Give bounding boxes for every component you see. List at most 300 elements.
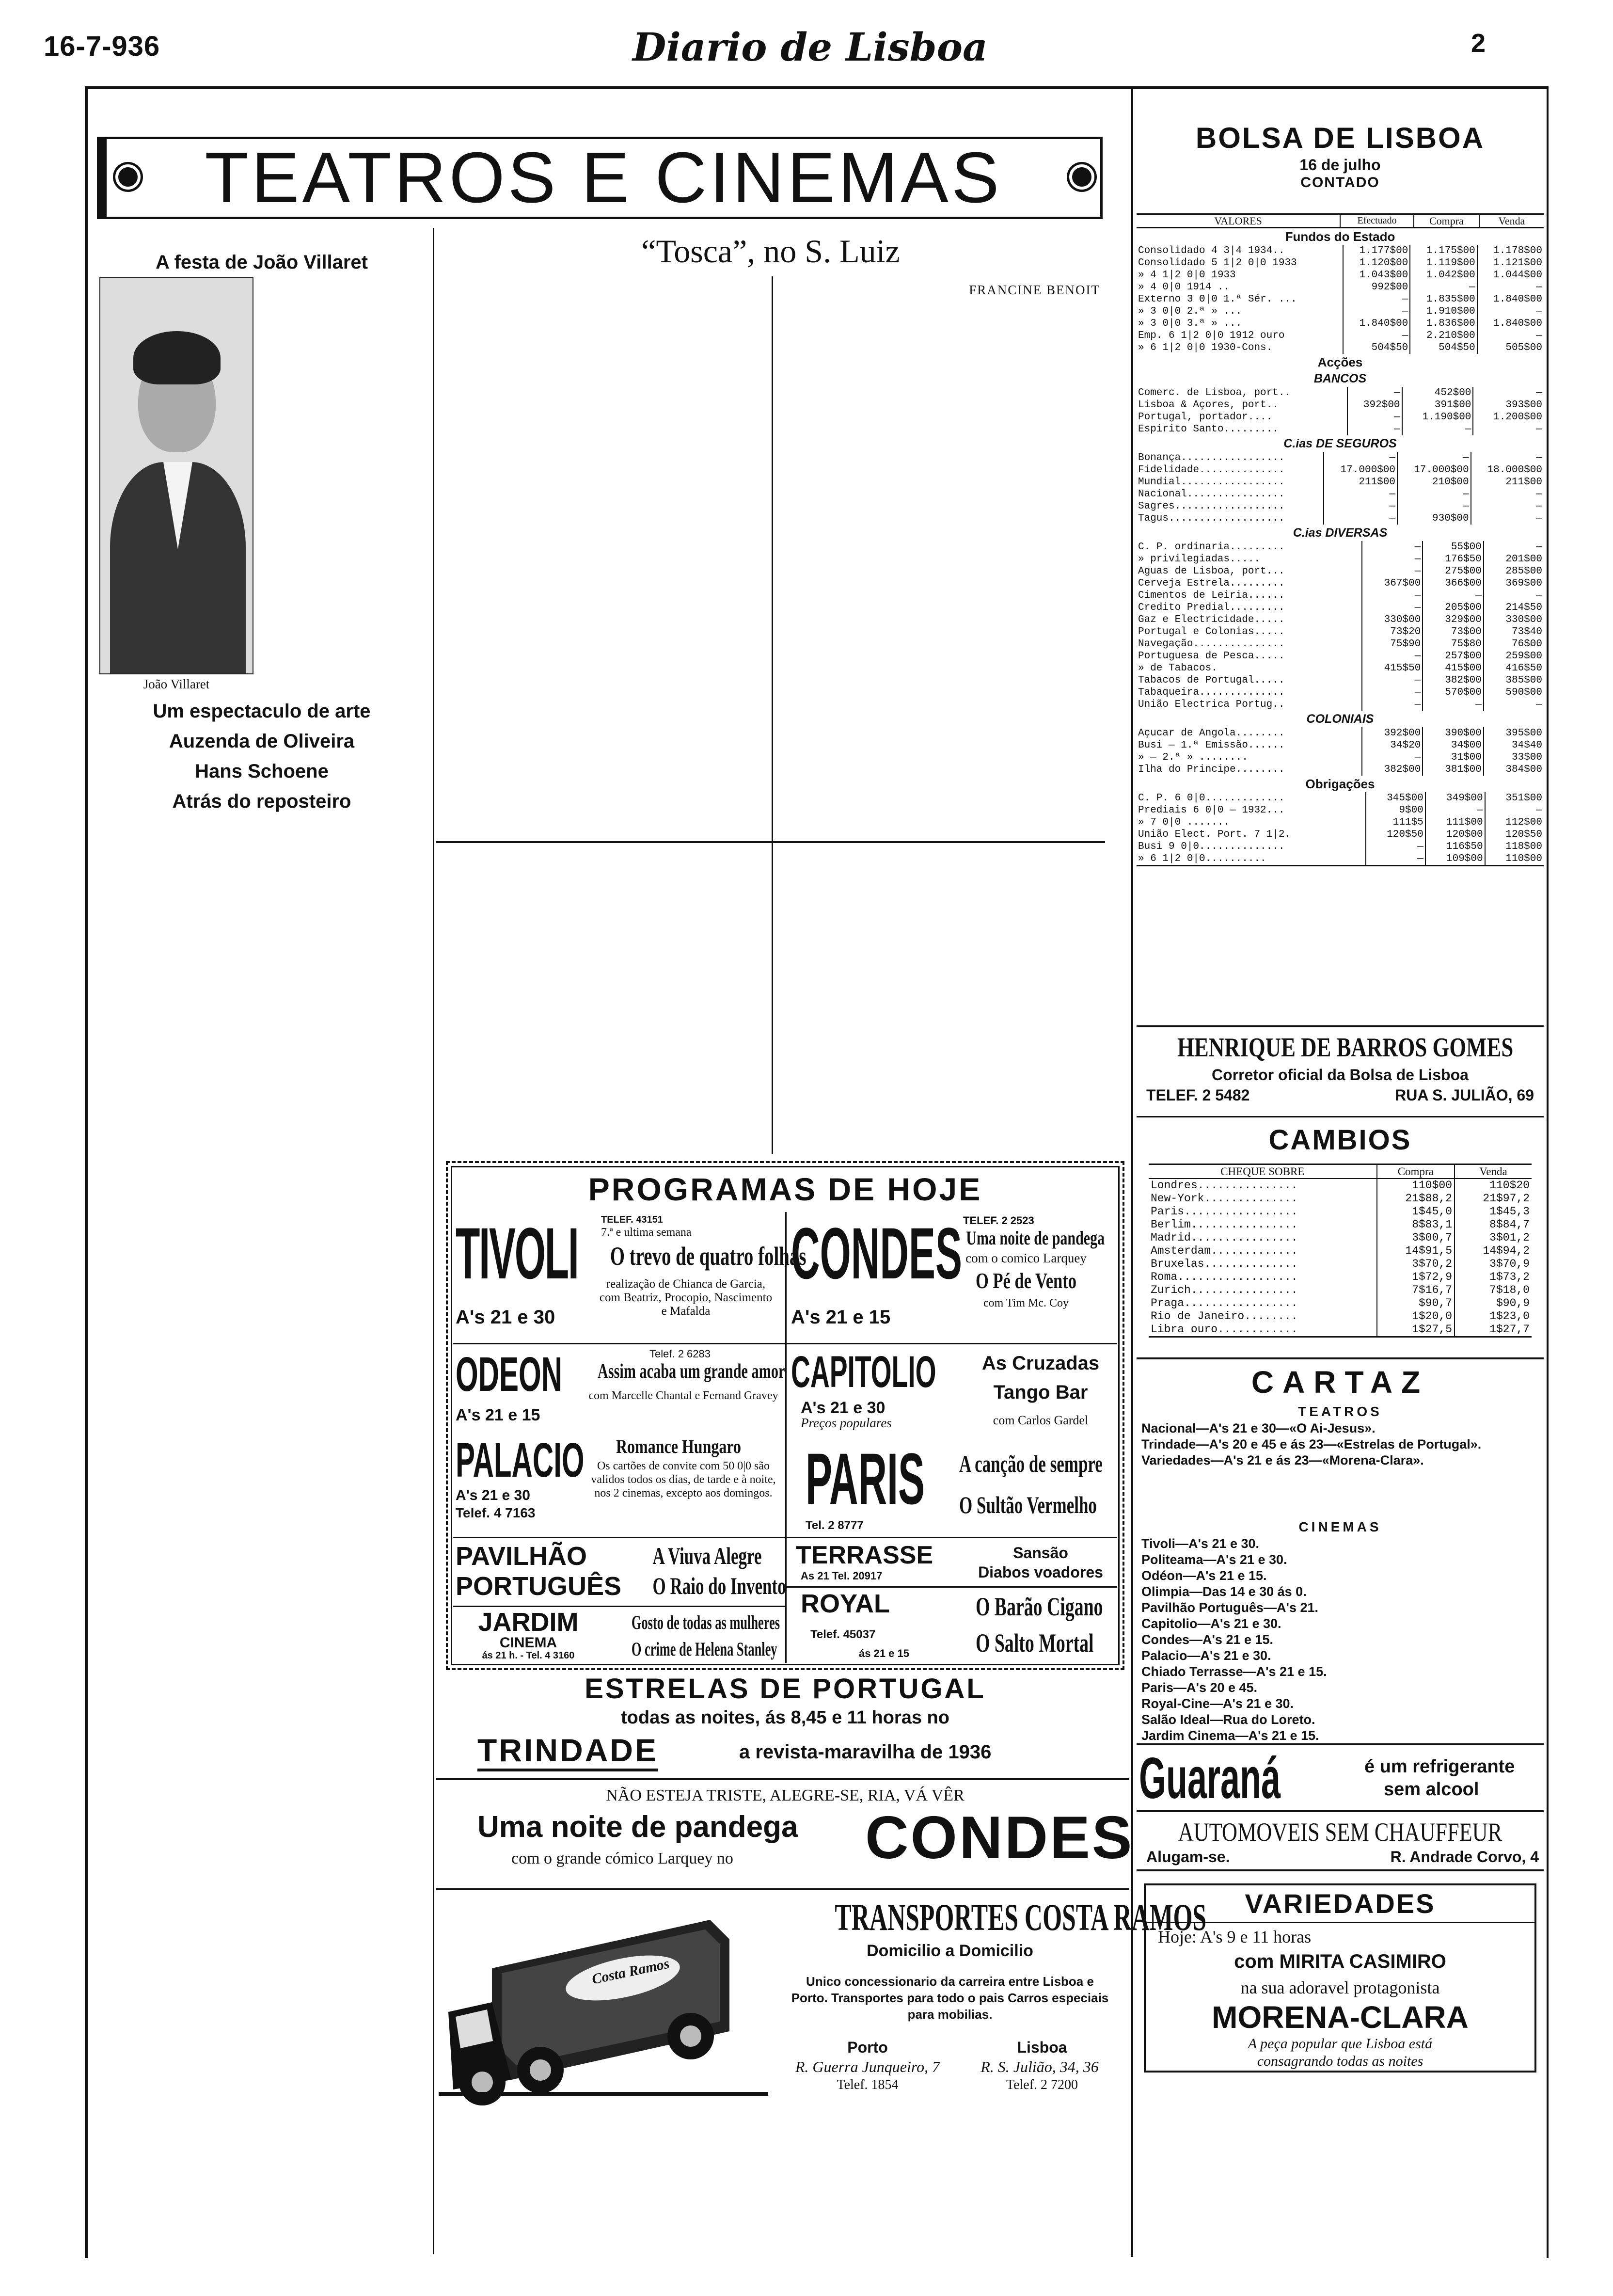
bolsa-price: — (1362, 699, 1423, 711)
pavilhao-name2: PORTUGUÊS (456, 1572, 622, 1601)
teatros-banner (97, 137, 1103, 219)
bolsa-price: 349$00 (1425, 792, 1485, 804)
capitolio-film1: As Cruzadas (981, 1353, 1100, 1374)
bolsa-security-name: Aguas de Lisboa, port... (1138, 566, 1285, 577)
bolsa-price: 504$50 (1343, 342, 1410, 354)
odeon-block[interactable] (456, 1347, 785, 1430)
palacio-time: A's 21 e 30 (456, 1487, 530, 1503)
condes-name: CONDES (791, 1212, 962, 1294)
atras-title: Atrás do reposteiro (172, 791, 351, 812)
bolsa-row (1137, 342, 1544, 354)
bolsa-price: 1.840$00 (1343, 318, 1410, 330)
divider (1146, 1922, 1534, 1923)
bolsa-price: 34$40 (1484, 739, 1544, 751)
bolsa-price: — (1471, 488, 1544, 500)
bolsa-price: — (1362, 553, 1423, 565)
cartaz-cinemas (1141, 1536, 1539, 1744)
royal-film1: O Barão Cigano (976, 1592, 1103, 1621)
bolsa-price: 330$00 (1362, 614, 1423, 626)
condes-with2: com Tim Mc. Coy (983, 1297, 1069, 1309)
jardim-sub: CINEMA (499, 1635, 557, 1651)
bolsa-price: — (1484, 541, 1544, 553)
bolsa-security-name: União Elect. Port. 7 1|2. (1138, 829, 1291, 840)
cartaz-cinema-entry: Politeama—A's 21 e 30. (1141, 1552, 1287, 1567)
terrasse-tel: As 21 Tel. 20917 (801, 1570, 883, 1582)
currency-name: Paris................. (1151, 1205, 1298, 1218)
variedades-title: VARIEDADES (1245, 1888, 1436, 1919)
divider (1131, 87, 1133, 2257)
bolsa-security-name: » 4 0|0 1914 .. (1138, 282, 1230, 293)
bolsa-price: 452$00 (1402, 387, 1473, 399)
bolsa-price: — (1347, 387, 1402, 399)
paris-tel: Tel. 2 8777 (806, 1519, 864, 1532)
bolsa-price: 1.910$00 (1410, 305, 1477, 318)
masthead: Diario de Lisboa (633, 24, 988, 70)
cambios-row (1149, 1179, 1532, 1192)
terrasse-name: TERRASSE (796, 1541, 933, 1569)
royal-name: ROYAL (801, 1589, 890, 1618)
bolsa-price: — (1477, 281, 1544, 293)
bolsa-row (1137, 577, 1544, 590)
bolsa-price: 930$00 (1397, 512, 1471, 525)
barros-sub: Corretor oficial da Bolsa de Lisboa (1212, 1066, 1469, 1084)
terrasse-block[interactable] (791, 1542, 1116, 1585)
cartaz-cinema-entry: Condes—A's 21 e 15. (1141, 1632, 1274, 1647)
bolsa-price: 391$00 (1402, 399, 1473, 411)
guarana-box[interactable] (1137, 1746, 1544, 1812)
bolsa-security-name: Cimentos de Leiria...... (1138, 590, 1285, 601)
bolsa-section-title: Obrigações (1305, 777, 1375, 791)
bolsa-security-name: Tabaqueira.............. (1138, 687, 1285, 698)
bolsa-security-name: » — 2.ª » ........ (1138, 752, 1248, 763)
bolsa-body (1137, 228, 1544, 865)
bolsa-price: — (1347, 411, 1402, 423)
bolsa-price: 55$00 (1423, 541, 1484, 553)
tivoli-name: TIVOLI (456, 1212, 578, 1294)
bolsa-security-name: » 3 0|0 3.ª » ... (1138, 318, 1242, 329)
condes-block[interactable] (791, 1214, 1116, 1340)
bolsa-price: — (1362, 650, 1423, 662)
condes-time: A's 21 e 15 (791, 1307, 891, 1328)
villaret-title: A festa de João Villaret (156, 252, 368, 273)
lisboa-tel: Telef. 2 7200 (1006, 2077, 1078, 2092)
banner-dot-right (1069, 164, 1094, 190)
bolsa-section-title: BANCOS (1313, 372, 1367, 385)
bolsa-price: 76$00 (1484, 638, 1544, 650)
currency-name: Berlim................ (1151, 1218, 1298, 1231)
cartaz-cinema-entry: Pavilhão Português—A's 21. (1141, 1600, 1319, 1615)
bolsa-title: BOLSA DE LISBOA (1195, 122, 1485, 154)
exchange-rate: 21$97,2 (1455, 1192, 1532, 1205)
tosca-col1 (441, 279, 763, 841)
exchange-rate: 110$20 (1455, 1179, 1532, 1192)
bolsa-row (1137, 792, 1544, 804)
bolsa-header: Compra (1414, 215, 1479, 228)
bolsa-price: 415$00 (1423, 662, 1484, 674)
cambios-row (1149, 1297, 1532, 1310)
bolsa-security-name: Busi 9 0|0.............. (1138, 841, 1285, 852)
bolsa-price: — (1477, 305, 1544, 318)
bolsa-row (1137, 476, 1544, 488)
cartaz-cinema-entry: Chiado Terrasse—A's 21 e 15. (1141, 1664, 1327, 1679)
palacio-block[interactable] (456, 1435, 780, 1532)
porto-addr: R. Guerra Junqueiro, 7 (795, 2058, 940, 2075)
bolsa-row (1137, 829, 1544, 841)
bolsa-security-name: Portugal, portador.... (1138, 412, 1273, 423)
bolsa-price: 33$00 (1484, 751, 1544, 764)
bolsa-price: 259$00 (1484, 650, 1544, 662)
bolsa-price: 504$50 (1410, 342, 1477, 354)
bolsa-row (1137, 488, 1544, 500)
bolsa-security-name: » 4 1|2 0|0 1933 (1138, 270, 1236, 281)
bolsa-security-name: » 3 0|0 2.ª » ... (1138, 306, 1242, 317)
bolsa-row (1137, 318, 1544, 330)
bolsa-security-name: Busi — 1.ª Emissão...... (1138, 740, 1285, 751)
jardim-film1: Gosto de todas as mulheres (631, 1611, 780, 1633)
bolsa-date: 16 de julho (1299, 156, 1381, 174)
currency-name: Praga................. (1151, 1297, 1298, 1309)
cartaz-cinema-entry: Salão Ideal—Rua do Loreto. (1141, 1712, 1315, 1727)
bolsa-price: 1.190$00 (1402, 411, 1473, 423)
odeon-film: Assim acaba um grande amor (598, 1360, 785, 1383)
currency-name: Roma.................. (1151, 1271, 1298, 1283)
bolsa-price: 992$00 (1343, 281, 1410, 293)
bolsa-price: 75$90 (1362, 638, 1423, 650)
tivoli-credits: realização de Chianca de Garcia, com Beatriz, Procopio, Nascimento e Mafalda (599, 1277, 773, 1318)
exchange-rate: 3$00,7 (1377, 1231, 1455, 1244)
bolsa-security-name: Nacional................ (1138, 489, 1285, 500)
paris-film1: A canção de sempre (959, 1450, 1103, 1477)
automoveis-left: Alugam-se. (1146, 1848, 1230, 1866)
porto-tel: Telef. 1854 (837, 2077, 899, 2092)
palacio-film: Romance Hungaro (616, 1435, 742, 1457)
exchange-rate: 8$83,1 (1377, 1218, 1455, 1231)
bolsa-row (1137, 650, 1544, 662)
bolsa-security-name: Prediais 6 0|0 — 1932... (1138, 805, 1285, 816)
bolsa-row (1137, 281, 1544, 293)
bolsa-price: 285$00 (1484, 565, 1544, 577)
pandega-theatre: CONDES (865, 1804, 1134, 1871)
automoveis-title: AUTOMOVEIS SEM CHAUFFEUR (1178, 1818, 1502, 1847)
bolsa-price: 415$50 (1362, 662, 1423, 674)
bolsa-price: 2.210$00 (1410, 330, 1477, 342)
bolsa-section-title: Fundos do Estado (1285, 229, 1395, 244)
bolsa-row (1137, 411, 1544, 423)
bolsa-price: — (1397, 500, 1471, 512)
currency-name: New-York.............. (1151, 1192, 1298, 1205)
cambios-table (1149, 1164, 1532, 1338)
bolsa-price: 1.178$00 (1477, 245, 1544, 257)
pandega-title: Uma noite de pandega (477, 1810, 798, 1844)
pavilhao-film2: O Raio do Invento (652, 1572, 786, 1599)
bolsa-price: 34$00 (1423, 739, 1484, 751)
currency-name: Amsterdam............. (1151, 1244, 1298, 1257)
bolsa-price: 214$50 (1484, 602, 1544, 614)
pavilhao-block[interactable] (456, 1542, 786, 1605)
page-number: 2 (1471, 29, 1486, 58)
transportes-text[interactable] (775, 1896, 1207, 2109)
bolsa-price: — (1347, 423, 1402, 435)
cartaz-cinema-entry: Olimpia—Das 14 e 30 ás 0. (1141, 1584, 1307, 1599)
bolsa-row (1137, 257, 1544, 269)
bolsa-price: — (1471, 512, 1544, 525)
bolsa-price: — (1423, 699, 1484, 711)
cartaz-cinema-entry: Jardim Cinema—A's 21 e 15. (1141, 1728, 1319, 1743)
bolsa-price: 211$00 (1324, 476, 1397, 488)
bolsa-price: 257$00 (1423, 650, 1484, 662)
cartaz-teatro-entry: Variedades—A's 21 e ás 23—«Morena-Clara». (1141, 1453, 1424, 1467)
bolsa-row (1137, 638, 1544, 650)
divider (453, 1606, 785, 1607)
divider (453, 1537, 1117, 1538)
cambios-row (1149, 1258, 1532, 1271)
bolsa-price: — (1362, 674, 1423, 686)
bolsa-price: 382$00 (1362, 764, 1423, 776)
variedades-line3: na sua adoravel protagonista (1240, 1978, 1440, 1997)
bolsa-price: 1.044$00 (1477, 269, 1544, 281)
exchange-rate: 1$45,0 (1377, 1205, 1455, 1218)
bolsa-row (1137, 602, 1544, 614)
automoveis-box[interactable] (1137, 1813, 1544, 1871)
bolsa-price: — (1362, 541, 1423, 553)
royal-time: ás 21 e 15 (859, 1647, 909, 1659)
exchange-rate: 1$23,0 (1455, 1310, 1532, 1323)
bolsa-row (1137, 816, 1544, 829)
variedades-line5: consagrando todas as noites (1257, 2053, 1423, 2069)
exchange-rate: 14$94,2 (1455, 1244, 1532, 1258)
cartaz-cinema-entry: Paris—A's 20 e 45. (1141, 1680, 1258, 1695)
villaret-wrap (258, 277, 424, 694)
bolsa-price: 73$40 (1484, 626, 1544, 638)
currency-name: Madrid................ (1151, 1231, 1298, 1244)
pavilhao-name1: PAVILHÃO (456, 1542, 587, 1571)
bolsa-row (1137, 699, 1544, 711)
cambios-row (1149, 1244, 1532, 1258)
exchange-rate: 1$27,5 (1377, 1323, 1455, 1336)
barros-box[interactable] (1137, 1025, 1544, 1117)
bolsa-row (1137, 553, 1544, 565)
bolsa-price: 111$00 (1425, 816, 1485, 829)
currency-name: Londres............... (1151, 1179, 1298, 1192)
divider (785, 1586, 1117, 1588)
auzenda-title: Auzenda de Oliveira (169, 731, 355, 752)
bolsa-price: — (1484, 590, 1544, 602)
cartaz-cinema-entry: Tivoli—A's 21 e 30. (1141, 1536, 1260, 1551)
palacio-name: PALACIO (456, 1433, 585, 1487)
capitolio-block[interactable] (791, 1348, 1116, 1435)
bolsa-price: 201$00 (1484, 553, 1544, 565)
guarana-text1: é um refrigerante (1364, 1756, 1515, 1777)
bolsa-security-name: Consolidado 4 3|4 1934.. (1138, 245, 1285, 256)
truck-text: Costa Ramos (590, 1955, 671, 1988)
tivoli-time: A's 21 e 30 (456, 1307, 555, 1328)
capitolio-note: Preços populares (801, 1416, 892, 1430)
cartaz-teatros-title: TEATROS (1298, 1404, 1382, 1419)
bolsa-row (1137, 452, 1544, 464)
jardim-block[interactable] (456, 1609, 780, 1662)
bolsa-security-name: Bonança................. (1138, 452, 1285, 463)
bolsa-price: 381$00 (1423, 764, 1484, 776)
bolsa-security-name: Credito Predial......... (1138, 602, 1285, 613)
odeon-time: A's 21 e 15 (456, 1406, 540, 1424)
bolsa-price: — (1362, 751, 1423, 764)
bolsa-row (1137, 662, 1544, 674)
bolsa-price: — (1362, 686, 1423, 699)
bolsa-security-name: Comerc. de Lisboa, port.. (1138, 387, 1291, 399)
bolsa-row (1137, 305, 1544, 318)
currency-name: Rio de Janeiro........ (1151, 1310, 1298, 1323)
bolsa-price: 392$00 (1347, 399, 1402, 411)
exchange-rate: 110$00 (1377, 1179, 1455, 1192)
guarana-name: Guaraná (1139, 1746, 1281, 1811)
bolsa-row (1137, 739, 1544, 751)
estrelas-box[interactable] (448, 1673, 1122, 1770)
royal-block[interactable] (791, 1589, 1116, 1662)
bolsa-price: 392$00 (1362, 727, 1423, 739)
capitolio-credits: com Carlos Gardel (993, 1413, 1089, 1427)
bolsa-price: 120$50 (1485, 829, 1544, 841)
villaret-photo-caption: João Villaret (143, 677, 210, 691)
exchange-rate: 3$01,2 (1455, 1231, 1532, 1244)
tivoli-block[interactable] (456, 1212, 806, 1340)
cartaz-cinema-entry: Royal-Cine—A's 21 e 30. (1141, 1696, 1294, 1711)
bolsa-row (1137, 764, 1544, 776)
bolsa-security-name: Espirito Santo......... (1138, 424, 1279, 435)
bolsa-security-name: União Electrica Portug.. (1138, 699, 1285, 710)
bolsa-price: 275$00 (1423, 565, 1484, 577)
bolsa-price: 1.835$00 (1410, 293, 1477, 305)
transportes-sub: Domicilio a Domicilio (867, 1942, 1033, 1960)
bolsa-price: — (1362, 590, 1423, 602)
capitolio-name: CAPITOLIO (791, 1347, 936, 1397)
bolsa-header: VALORES (1214, 215, 1262, 227)
barros-tel: TELEF. 2 5482 (1146, 1086, 1250, 1104)
bolsa-price: — (1362, 602, 1423, 614)
bolsa-price: 590$00 (1484, 686, 1544, 699)
bolsa-row (1137, 841, 1544, 853)
bolsa-security-name: » 6 1|2 0|0.......... (1138, 853, 1266, 864)
exchange-rate: 1$72,9 (1377, 1271, 1455, 1284)
cambios-row (1149, 1271, 1532, 1284)
divider (436, 1888, 1129, 1890)
exchange-rate: $90,9 (1455, 1297, 1532, 1310)
bolsa-price: — (1423, 590, 1484, 602)
bolsa-security-name: Gaz e Electricidade..... (1138, 614, 1285, 625)
cambios-title: CAMBIOS (1268, 1124, 1412, 1156)
odeon-tel: Telef. 2 6283 (649, 1348, 711, 1360)
estrelas-tagline: a revista-maravilha de 1936 (739, 1741, 992, 1763)
lisboa-city: Lisboa (1017, 2039, 1067, 2056)
bolsa-price: — (1343, 330, 1410, 342)
bolsa-row (1137, 565, 1544, 577)
bolsa-security-name: Consolidado 5 1|2 0|0 1933 (1138, 257, 1297, 269)
palacio-tel: Telef. 4 7163 (456, 1505, 536, 1520)
cambios-header: CHEQUE SOBRE (1220, 1165, 1305, 1178)
royal-tel: Telef. 45037 (810, 1628, 876, 1641)
cambios-header: Venda (1455, 1165, 1532, 1179)
bolsa-table (1137, 213, 1544, 866)
currency-name: Bruxelas.............. (1151, 1258, 1298, 1270)
bolsa-row (1137, 541, 1544, 553)
bolsa-row (1137, 674, 1544, 686)
bolsa-price: 505$00 (1477, 342, 1544, 354)
bolsa-price: 75$80 (1423, 638, 1484, 650)
bolsa-security-name: Açucar de Angola........ (1138, 728, 1285, 739)
bolsa-security-name: Navegação............... (1138, 638, 1285, 650)
bolsa-row (1137, 464, 1544, 476)
bolsa-security-name: » 7 0|0 ....... (1138, 817, 1230, 828)
bolsa-price: 205$00 (1423, 602, 1484, 614)
tosca-title: “Tosca”, no S. Luiz (641, 233, 900, 270)
bolsa-price: — (1366, 853, 1425, 865)
bolsa-row (1137, 614, 1544, 626)
bolsa-price: 9$00 (1366, 804, 1425, 816)
bolsa-sub: CONTADO (1300, 175, 1380, 191)
bolsa-price: — (1477, 330, 1544, 342)
cartaz-cinemas-title: CINEMAS (1298, 1519, 1382, 1534)
paris-block[interactable] (791, 1438, 1116, 1534)
cartaz-title: CARTAZ (1251, 1365, 1429, 1400)
bolsa-security-name: Externo 3 0|0 1.ª Sér. ... (1138, 294, 1297, 305)
bolsa-price: — (1343, 293, 1410, 305)
bolsa-row (1137, 727, 1544, 739)
cartaz-cinema-entry: Capitolio—A's 21 e 30. (1141, 1616, 1281, 1631)
cartaz-teatro-entry: Trindade—A's 20 e 45 e ás 23—«Estrelas de Portugal». (1141, 1437, 1482, 1451)
variedades-box[interactable] (1144, 1883, 1536, 2073)
bolsa-price: — (1343, 305, 1410, 318)
currency-name: Libra ouro............ (1151, 1323, 1298, 1336)
banner-dot-left (115, 164, 141, 190)
bolsa-price: 73$20 (1362, 626, 1423, 638)
bolsa-price: 366$00 (1423, 577, 1484, 590)
cambios-row (1149, 1205, 1532, 1218)
bolsa-price: 384$00 (1484, 764, 1544, 776)
bolsa-row (1137, 626, 1544, 638)
mid-col2 (778, 846, 1100, 1154)
bolsa-row (1137, 686, 1544, 699)
bolsa-row (1137, 751, 1544, 764)
pandega-line1: NÃO ESTEJA TRISTE, ALEGRE-SE, RIA, VÁ VÊR (606, 1786, 965, 1804)
bolsa-security-name: C. P. ordinaria......... (1138, 542, 1285, 553)
exchange-rate: 3$70,9 (1455, 1258, 1532, 1271)
bolsa-header: Efectuado (1340, 215, 1414, 228)
bolsa-row (1137, 245, 1544, 257)
bolsa-row (1137, 512, 1544, 525)
exchange-rate: 7$16,7 (1377, 1284, 1455, 1297)
bolsa-row (1137, 387, 1544, 399)
cartaz-cinema-entry: Palacio—A's 21 e 30. (1141, 1648, 1271, 1663)
bolsa-price: 329$00 (1423, 614, 1484, 626)
bolsa-price: 176$50 (1423, 553, 1484, 565)
hans-title: Hans Schoene (195, 761, 329, 782)
divider (436, 1778, 1129, 1780)
bolsa-security-name: » de Tabacos. (1138, 663, 1218, 674)
bolsa-price: — (1484, 699, 1544, 711)
tivoli-tel: TELEF. 43151 (601, 1214, 663, 1225)
bolsa-price: 382$00 (1423, 674, 1484, 686)
cambios-header: Compra (1377, 1165, 1455, 1179)
jardim-film2: O crime de Helena Stanley (631, 1638, 777, 1660)
bolsa-security-name: Fidelidade.............. (1138, 464, 1285, 476)
programas-title: PROGRAMAS DE HOJE (588, 1171, 982, 1207)
pandega-box[interactable] (448, 1786, 1134, 1883)
bolsa-price: — (1402, 423, 1473, 435)
exchange-rate: 1$73,2 (1455, 1271, 1532, 1284)
bolsa-price: 31$00 (1423, 751, 1484, 764)
exchange-rate: 1$45,3 (1455, 1205, 1532, 1218)
bolsa-price: 1.119$00 (1410, 257, 1477, 269)
truck-illustration (439, 1900, 768, 2109)
